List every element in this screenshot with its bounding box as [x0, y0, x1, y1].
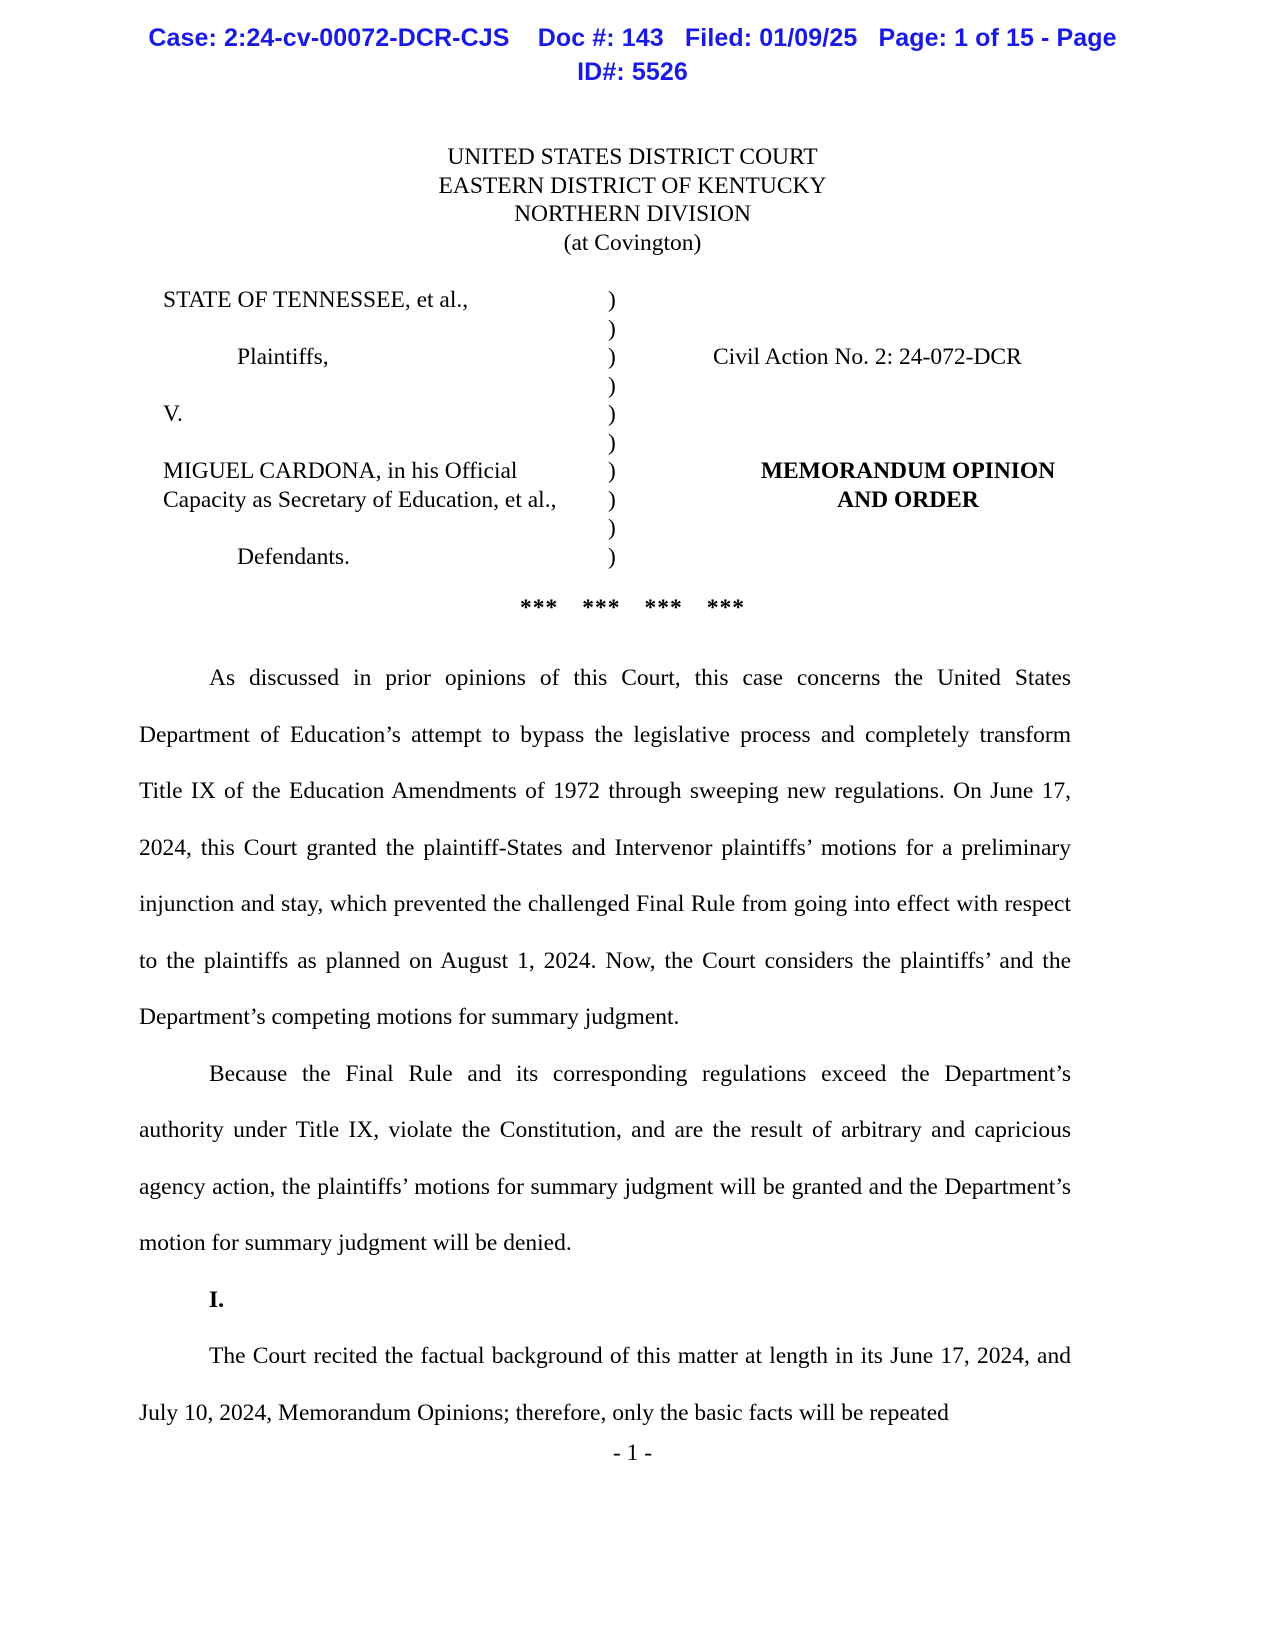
ecf-doc-number: Doc #: 143 [537, 24, 664, 52]
body-paragraph-2: Because the Final Rule and its corresponding regulations exceed the Department’s authority under Title IX, violate the Constitution, and are the result of arbitrary and capricious agency action, the plaintiffs’ motions for summary judgment will be granted and the Department’s motion for summary judgment will be denied. [139, 1060, 1071, 1256]
caption-paren: ) [608, 401, 616, 427]
plaintiff-label: Plaintiffs, [237, 344, 329, 370]
defendant-party-name-line1: MIGUEL CARDONA, in his Official [163, 458, 518, 484]
caption-paren: ) [608, 486, 616, 513]
caption-right-spacer-3 [638, 372, 1103, 401]
caption-paren: ) [608, 287, 616, 313]
ecf-spacer-2 [664, 24, 685, 52]
ecf-page-label: Page: 1 of 15 - Page [878, 24, 1117, 52]
document-title-line1: MEMORANDUM OPINION [760, 458, 1056, 484]
document-title-line2: AND ORDER [837, 486, 979, 513]
plaintiff-party-name: STATE OF TENNESSEE, et al., [163, 287, 469, 313]
defendant-label: Defendants. [237, 543, 350, 570]
caption-blank-1 [163, 315, 608, 344]
caption-paren: ) [608, 543, 616, 570]
caption-blank-3 [163, 429, 608, 458]
case-caption [163, 286, 1103, 571]
ecf-spacer-1 [510, 24, 538, 52]
versus-label: V. [163, 401, 183, 427]
court-heading [0, 143, 1265, 257]
caption-right-spacer-1 [638, 286, 1103, 315]
caption-right-spacer-2 [638, 315, 1103, 344]
star-group: *** [582, 595, 621, 621]
caption-paren: ) [608, 515, 616, 541]
caption-blank-2 [163, 372, 608, 401]
court-name: UNITED STATES DISTRICT COURT [447, 144, 818, 170]
star-group: *** [520, 595, 559, 621]
defendant-party-name-line2: Capacity as Secretary of Education, et al., [163, 486, 557, 513]
ecf-spacer-3 [857, 24, 878, 52]
caption-paren: ) [608, 344, 616, 370]
caption-paren: ) [608, 429, 616, 456]
court-division: NORTHERN DIVISION [514, 201, 751, 227]
footer-page-number: - 1 - [612, 1440, 653, 1466]
body-paragraph-1: As discussed in prior opinions of this Court, this case concerns the United States Department of Education’s attempt to bypass the legislative process and completely transform Title IX of the Education Amendments of 1972 through sweeping new regulations. On June 17, 2024, this Court granted the plaintiff-States and Intervenor plaintiffs’ motions for a preliminary injunction and stay, which prevented the challenged Final Rule from going into effect with respect to the plaintiffs as planned on August 1, 2024. Now, the Court considers the plaintiffs’ and the Department’s competing motions for summary judgment. [139, 665, 1071, 1030]
caption-right-spacer-4 [638, 400, 1103, 429]
caption-blank-4 [163, 514, 608, 543]
star-group: *** [644, 595, 683, 621]
caption-paren: ) [608, 458, 616, 484]
ecf-header-stamp [0, 22, 1265, 90]
caption-right-spacer-6 [638, 514, 1103, 543]
star-group: *** [706, 595, 745, 621]
ecf-filed-date: Filed: 01/09/25 [684, 24, 858, 52]
opinion-body [139, 650, 1071, 1441]
caption-paren: ) [608, 315, 616, 342]
caption-right-spacer-7 [638, 543, 1103, 572]
caption-grid [163, 286, 1103, 571]
court-location: (at Covington) [563, 229, 702, 256]
star-divider [0, 595, 1265, 622]
court-district: EASTERN DISTRICT OF KENTUCKY [438, 172, 827, 199]
caption-right-spacer-5 [638, 429, 1103, 458]
section-heading-one: I. [209, 1286, 225, 1313]
civil-action-number: Civil Action No. 2: 24-072-DCR [713, 344, 1022, 370]
ecf-case-number: Case: 2:24-cv-00072-DCR-CJS [148, 24, 510, 52]
caption-paren: ) [608, 372, 616, 399]
ecf-page-id: ID#: 5526 [577, 57, 688, 86]
body-paragraph-3: The Court recited the factual background of this matter at length in its June 17, 2024, and July 10, 2024, Memorandum Opinions; therefore, only the basic facts will be repeated [139, 1343, 1071, 1426]
